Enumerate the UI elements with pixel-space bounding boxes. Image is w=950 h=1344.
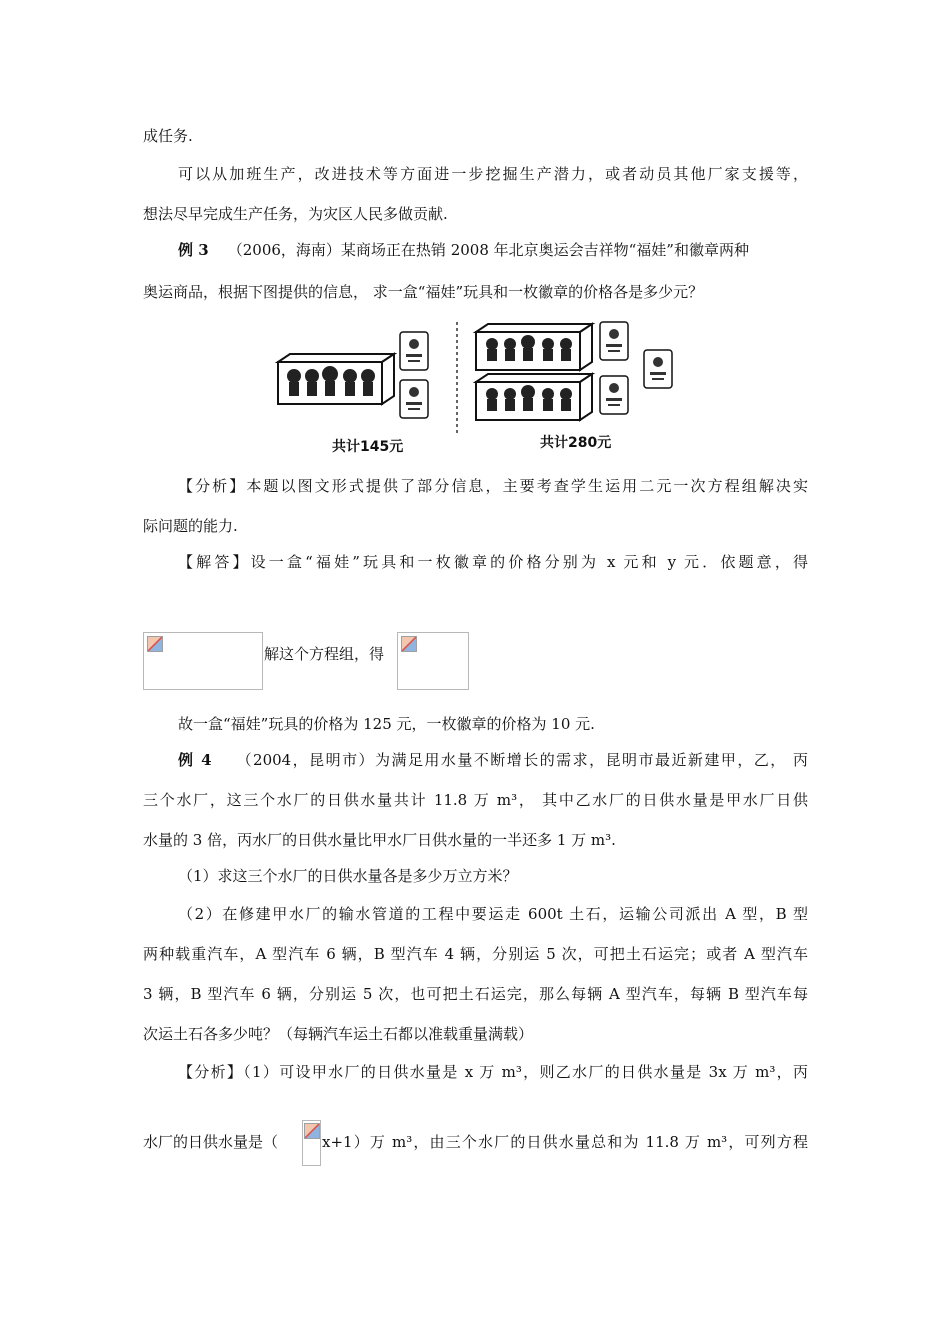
fraction-image bbox=[302, 1120, 321, 1166]
question-2-line: 两种载重汽车，A 型汽车 6 辆，B 型汽车 4 辆，分别运 5 次，可把土石运完；或者 A 型汽车 bbox=[143, 945, 808, 963]
mascot-boxes-illustration bbox=[270, 318, 680, 454]
example-label: 例 4 bbox=[178, 751, 212, 769]
broken-image-icon bbox=[147, 636, 163, 652]
paragraph-line: 奥运商品，根据下图提供的信息， 求一盒“福娃”玩具和一枚徽章的价格各是多少元？ bbox=[143, 283, 704, 301]
broken-image-icon bbox=[304, 1123, 320, 1139]
question-1: （1）求这三个水厂的日供水量各是多少万立方米？ bbox=[178, 867, 518, 885]
question-2-line: 次运土石各多少吨？（每辆汽车运土石都以准载重量满载） bbox=[143, 1025, 534, 1043]
paragraph-line: x+1）万 m³，由三个水厂的日供水量总和为 11.8 万 m³，可列方程 bbox=[322, 1133, 808, 1151]
paragraph-line: 三个水厂，这三个水厂的日供水量共计 11.8 万 m³， 其中乙水厂的日供水量是甲水厂日供 bbox=[143, 791, 808, 809]
paragraph-line: 水厂的日供水量是（ bbox=[143, 1133, 279, 1151]
question-2-line: 3 辆，B 型汽车 6 辆，分别运 5 次，也可把土石运完，那么每辆 A 型汽车，每辆 B 型汽车每 bbox=[143, 985, 808, 1003]
paragraph-line: 【解答】设一盒“福娃”玩具和一枚徽章的价格分别为 x 元和 y 元．依题意，得 bbox=[178, 553, 808, 571]
solution-image bbox=[397, 632, 469, 690]
paragraph-line: 想法尽早完成生产任务，为灾区人民多做贡献. bbox=[143, 205, 448, 223]
paragraph-line: 水量的 3 倍，丙水厂的日供水量比甲水厂日供水量的一半还多 1 万 m³. bbox=[143, 831, 616, 849]
example-3-line bbox=[178, 240, 808, 260]
paragraph-line: 成任务. bbox=[143, 127, 193, 145]
mascot-figure bbox=[270, 318, 680, 454]
paragraph-line: 可以从加班生产，改进技术等方面进一步挖掘生产潜力，或者动员其他厂家支援等， bbox=[178, 165, 808, 183]
example-label: 例 3 bbox=[178, 241, 209, 259]
paragraph-line: 【分析】本题以图文形式提供了部分信息，主要考查学生运用二元一次方程组解决实 bbox=[178, 477, 808, 495]
question-2-line: （2）在修建甲水厂的输水管道的工程中要运走 600t 土石，运输公司派出 A 型，B 型 bbox=[178, 905, 808, 923]
paragraph-line: 【分析】（1）可设甲水厂的日供水量是 x 万 m³，则乙水厂的日供水量是 3x 万 m³，丙 bbox=[178, 1063, 808, 1081]
example-text: （2006，海南）某商场正在热销 2008 年北京奥运会吉祥物“福娃”和徽章两种 bbox=[227, 241, 749, 259]
figure-caption-right: 共计280元 bbox=[540, 435, 612, 451]
example-text: （2004，昆明市）为满足用水量不断增长的需求，昆明市最近新建甲，乙， 丙 bbox=[236, 751, 808, 769]
paragraph-line: 解这个方程组，得 bbox=[264, 645, 385, 663]
figure-caption-left: 共计145元 bbox=[332, 439, 404, 455]
broken-image-icon bbox=[401, 636, 417, 652]
paragraph-line: 故一盒“福娃”玩具的价格为 125 元，一枚徽章的价格为 10 元. bbox=[178, 715, 595, 733]
example-4-line bbox=[178, 750, 808, 770]
equation-system-image bbox=[143, 632, 263, 690]
paragraph-line: 际问题的能力. bbox=[143, 517, 238, 535]
